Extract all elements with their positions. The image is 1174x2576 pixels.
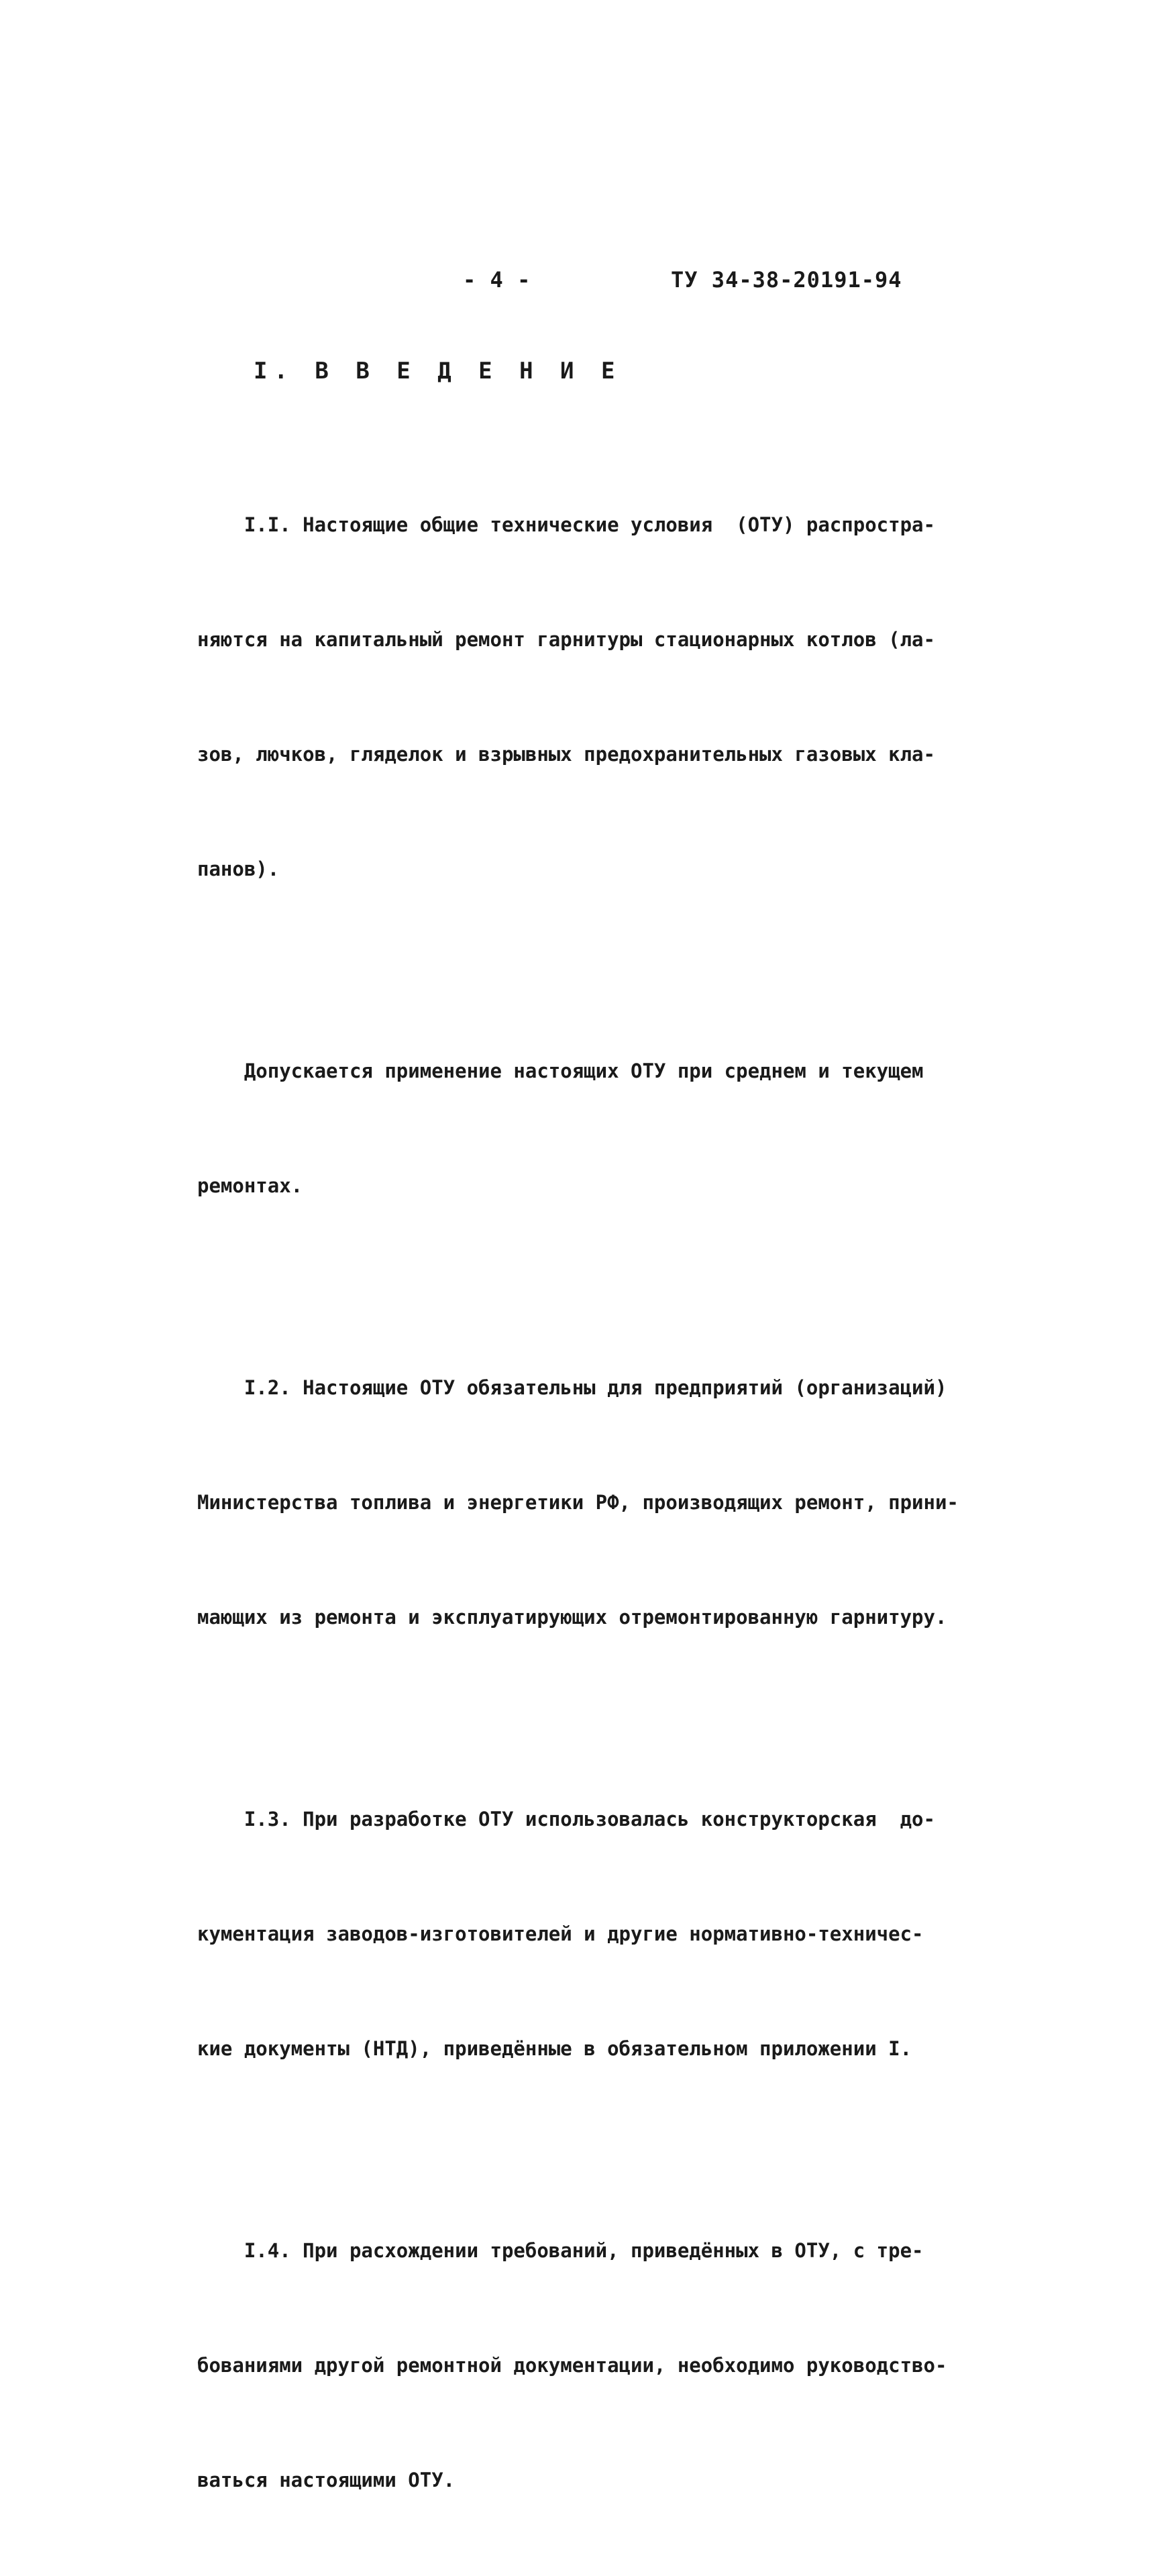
- text-line: I.I. Настоящие общие технические условия (ОТУ) распростра-: [197, 513, 935, 536]
- page-number: - 4 -: [463, 267, 531, 293]
- text-line: ваться настоящими ОТУ.: [197, 2469, 456, 2491]
- text-line: зов, лючков, гляделок и взрывных предохранительных газовых кла-: [197, 743, 935, 766]
- text-line: Допускается применение настоящих ОТУ при среднем и текущем: [197, 1060, 924, 1082]
- text-line: ремонтах.: [197, 1174, 303, 1197]
- text-line: бованиями другой ремонтной документации, необходимо руководство-: [197, 2354, 947, 2377]
- text-line: I.3. При разработке ОТУ использовалась конструкторская до-: [197, 1808, 935, 1831]
- text-line: няются на капитальный ремонт гарнитуры стационарных котлов (ла-: [197, 628, 935, 651]
- paragraph-1-1: [197, 429, 969, 965]
- section-title: I. В В Е Д Е Н И Е: [254, 358, 622, 384]
- paragraph-1-4: [197, 2155, 969, 2576]
- text-line: Министерства топлива и энергетики РФ, производящих ремонт, прини-: [197, 1491, 959, 1514]
- page-header: [0, 267, 1174, 301]
- text-line: I.2. Настоящие ОТУ обязательны для предприятий (организаций): [197, 1376, 947, 1399]
- paragraph-allowance: [197, 976, 969, 1282]
- body-text: [197, 429, 969, 2576]
- text-line: панов).: [197, 858, 280, 880]
- paragraph-1-3: [197, 1724, 969, 2145]
- text-line: кие документы (НТД), приведённые в обязательном приложении I.: [197, 2037, 912, 2060]
- paragraph-1-2: [197, 1292, 969, 1713]
- text-line: мающих из ремонта и эксплуатирующих отремонтированную гарнитуру.: [197, 1606, 947, 1629]
- text-line: кументация заводов-изготовителей и другие нормативно-техничес-: [197, 1922, 924, 1945]
- document-code: ТУ 34-38-20191-94: [671, 267, 902, 293]
- text-line: I.4. При расхождении требований, приведённых в ОТУ, с тре-: [197, 2239, 924, 2262]
